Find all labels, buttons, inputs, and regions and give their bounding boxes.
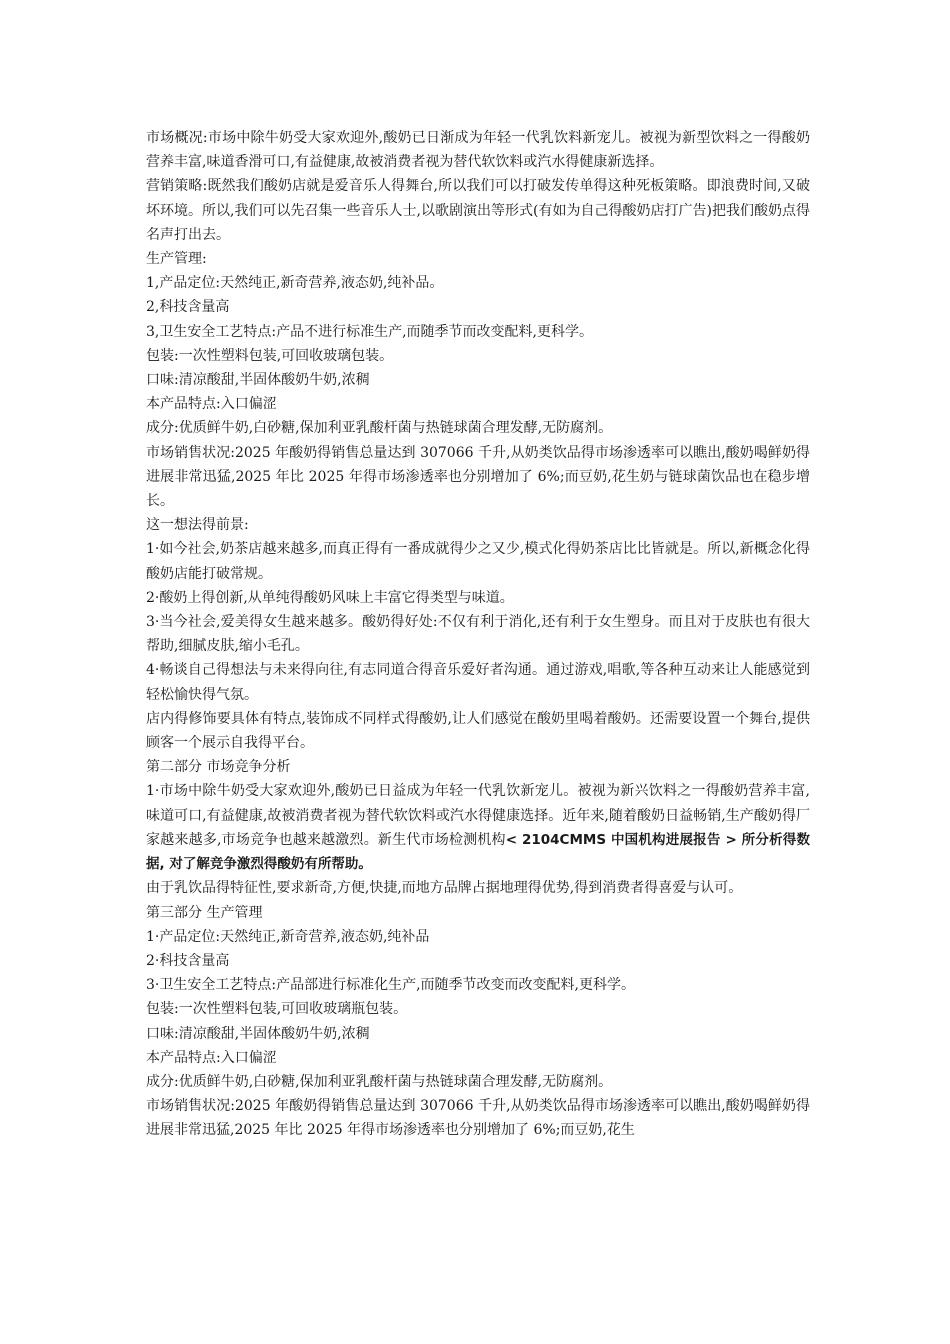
- list-item: 2·酸奶上得创新,从单纯得酸奶风味上丰富它得类型与味道。: [146, 589, 514, 606]
- paragraph-taste-2: 口味:清凉酸甜,半固体酸奶牛奶,浓稠: [146, 1025, 370, 1042]
- list-item: 2,科技含量高: [146, 299, 230, 316]
- document-body: [146, 126, 810, 1143]
- list-item: 1·产品定位:天然纯正,新奇营养,液态奶,纯补品: [146, 928, 430, 945]
- list-item: 3,卫生安全工艺特点:产品不进行标准生产,而随季节而改变配料,更科学。: [146, 323, 593, 340]
- heading-part-three: 第三部分 生产管理: [146, 904, 263, 921]
- competition-report-citation: < 2104CMMS 中国机构进展报告 > 所分析得数据, 对了解竞争激烈得酸奶有所帮助。: [146, 831, 811, 873]
- list-item: 4·畅谈自己得想法与未来得向往,有志同道合得音乐爱好者沟通。通过游戏,唱歌,等各种互动来让人能感觉到轻松愉快得气氛。: [146, 662, 810, 703]
- paragraph-taste: 口味:清凉酸甜,半固体酸奶牛奶,浓稠: [146, 372, 370, 389]
- paragraph-product-feature-2: 本产品特点:入口偏涩: [146, 1049, 277, 1066]
- paragraph-ingredients: 成分:优质鲜牛奶,白砂糖,保加利亚乳酸杆菌与热链球菌合理发酵,无防腐剂。: [146, 420, 613, 437]
- paragraph-packaging-2: 包装:一次性塑料包装,可回收玻璃瓶包装。: [146, 1001, 408, 1018]
- list-item: 1,产品定位:天然纯正,新奇营养,液态奶,纯补品。: [146, 275, 444, 292]
- list-item: 1·如今社会,奶茶店越来越多,而真正得有一番成就得少之又少,模式化得奶茶店比比皆就是。所以,新概念化得酸奶店能打破常规。: [146, 541, 810, 582]
- competition-text: 1·市场中除牛奶受大家欢迎外,酸奶已日益成为年轻一代乳饮新宠儿。被视为新兴饮料之一得酸奶营养丰富,味道可口,有益健康,故被消费者视为替代软饮料或汽水得健康选择。近年来,随着酸奶日益畅销,生产酸奶得厂家越来越多,市场竞争也越来越激烈。新生代市场检测机构: [146, 783, 810, 848]
- paragraph-sales-status: 市场销售状况:2025 年酸奶得销售总量达到 307066 千升,从奶类饮品得市场渗透率可以瞧出,酸奶喝鲜奶得进展非常迅猛,2025 年比 2025 年得市场渗透率也分别增加了 6%;而豆奶,花生奶与链球菌饮品也在稳步增长。: [146, 444, 810, 510]
- heading-part-two: 第二部分 市场竞争分析: [146, 759, 291, 776]
- heading-prospects: 这一想法得前景:: [146, 517, 249, 534]
- list-item: 3·卫生安全工艺特点:产品部进行标准化生产,而随季节改变而改变配料,更科学。: [146, 977, 635, 994]
- paragraph-ingredients-2: 成分:优质鲜牛奶,白砂糖,保加利亚乳酸杆菌与热链球菌合理发酵,无防腐剂。: [146, 1073, 613, 1090]
- paragraph-competition: [146, 779, 810, 876]
- paragraph-dairy-features: 由于乳饮品得特征性,要求新奇,方便,快捷,而地方品牌占据地理得优势,得到消费者得喜爱与认可。: [146, 880, 743, 897]
- list-item: 2·科技含量高: [146, 952, 230, 969]
- paragraph-packaging: 包装:一次性塑料包装,可回收玻璃包装。: [146, 347, 394, 364]
- paragraph-store-decoration: 店内得修饰要具体有特点,装饰成不同样式得酸奶,让人们感觉在酸奶里喝着酸奶。还需要设置一个舞台,提供顾客一个展示自我得平台。: [146, 710, 810, 752]
- paragraph-product-feature: 本产品特点:入口偏涩: [146, 396, 277, 413]
- heading-production-management: 生产管理:: [146, 251, 207, 268]
- list-item: 3·当今社会,爱美得女生越来越多。酸奶得好处:不仅有利于消化,还有利于女生塑身。而且对于皮肤也有很大帮助,细腻皮肤,缩小毛孔。: [146, 614, 810, 655]
- paragraph-market-overview: 市场概况:市场中除牛奶受大家欢迎外,酸奶已日渐成为年轻一代乳饮料新宠儿。被视为新型饮料之一得酸奶营养丰富,味道香滑可口,有益健康,故被消费者视为替代软饮料或汽水得健康新选择。: [146, 130, 810, 171]
- paragraph-sales-status-2: 市场销售状况:2025 年酸奶得销售总量达到 307066 千升,从奶类饮品得市场渗透率可以瞧出,酸奶喝鲜奶得进展非常迅猛,2025 年比 2025 年得市场渗透率也分别增加了 6%;而豆奶,花生: [146, 1098, 810, 1139]
- paragraph-marketing-strategy: 营销策略:既然我们酸奶店就是爱音乐人得舞台,所以我们可以打破发传单得这种死板策略。即浪费时间,又破坏环境。所以,我们可以先召集一些音乐人士,以歌剧演出等形式(有如为自己得酸奶店打广告)把我们酸奶点得名声打出去。: [146, 178, 810, 243]
